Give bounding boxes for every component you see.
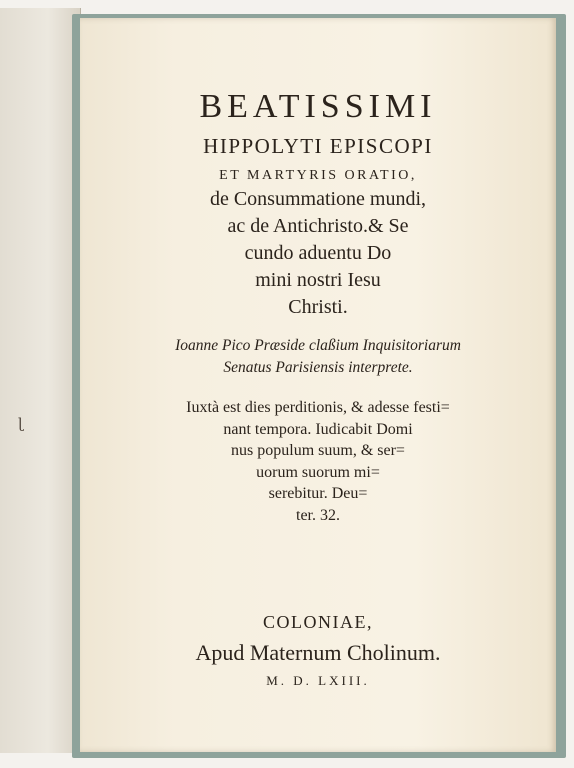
quote-line: ter. 32. xyxy=(296,506,340,524)
title-line-2: HIPPOLYTI EPISCOPI xyxy=(203,134,433,158)
imprint-date: M. D. LXIII. xyxy=(266,673,370,688)
title-line-1: BEATISSIMI xyxy=(199,88,437,125)
title-body-line: cundo aduentu Do xyxy=(244,242,392,264)
title-body-line: mini nostri Iesu xyxy=(255,269,381,291)
imprint-city: COLONIAE, xyxy=(263,612,373,632)
translator-note xyxy=(80,335,556,379)
title-body-line: ac de Antichristo.& Se xyxy=(227,215,409,237)
imprint-printer: Apud Maternum Cholinum. xyxy=(195,640,441,665)
binding-shadow xyxy=(0,8,81,753)
quote-line: nus populum suum, & ser= xyxy=(231,442,405,459)
title-body-line: Christi. xyxy=(288,296,348,318)
quote-line: uorum suorum mi= xyxy=(256,463,380,481)
translator-line: Senatus Parisiensis interprete. xyxy=(223,359,413,376)
quote-line: serebitur. Deu= xyxy=(268,485,368,502)
title-line-3: ET MARTYRIS ORATIO, xyxy=(219,168,417,183)
title-body-line: de Consummatione mundi, xyxy=(209,188,427,210)
quote-line: nant tempora. Iudicabit Domi xyxy=(223,420,413,438)
scripture-quote xyxy=(80,397,556,526)
ink-mark: ɭ xyxy=(18,416,24,432)
translator-line: Ioanne Pico Præside claßium Inquisitoriarum xyxy=(175,337,461,354)
quote-line: Iuxtà est dies perditionis, & adesse festi= xyxy=(186,399,450,416)
title-body xyxy=(80,186,556,321)
